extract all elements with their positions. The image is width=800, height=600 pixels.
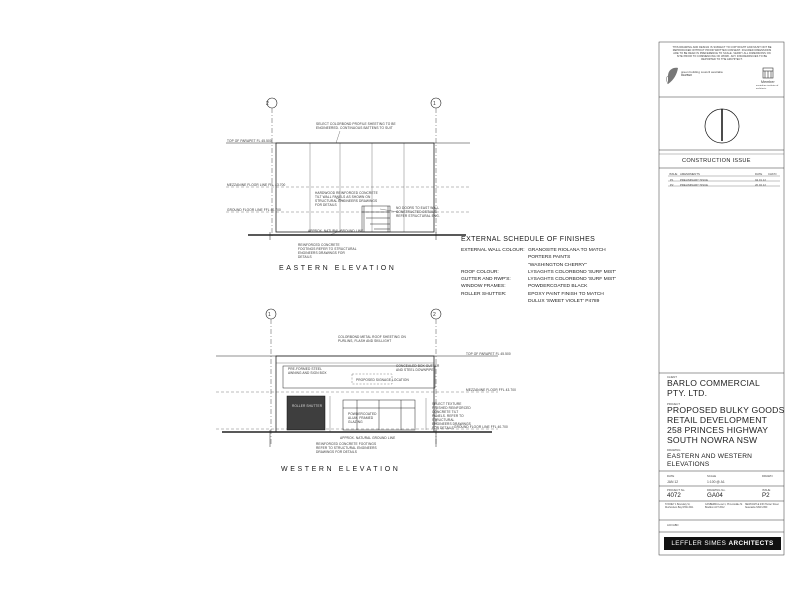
project-no: 4072 [667, 492, 681, 499]
drawing-label: DRAWING [667, 448, 681, 452]
schedule-value: PORTERS PAINTS [528, 255, 571, 261]
drawing-no-label: DRAWING No. [707, 488, 726, 492]
schedule-label: ROLLER SHUTTER: [461, 291, 507, 297]
east-level-mezzanine: MEZZANINE FLOOR LINE FFL 43.700 [227, 183, 286, 187]
eastern-elevation [226, 98, 470, 240]
schedule-label: WINDOW FRAMES: [461, 284, 506, 290]
firm-suffix: ARCHITECTS [728, 540, 774, 547]
copyright-note: THIS DRAWING AND DESIGN IS SUBJECT TO COPYRIGHT AND MUST NOT BE REPRODUCED WITHOUT PRIOR WRITTEN CONSENT. FIGURED DIMENSIONS ARE TO BE READ IN PREFERENCE TO SCALE. VERIFY ALL DIMENSIONS ON SITE PRIOR TO COMMENCING OF WORK. ANY DISCREPANCIES TO BE REPORTED TO THE ARCHITECT. [672, 46, 772, 61]
issue-col-amendments: AMENDMENTS [680, 172, 700, 176]
west-level-parapet: TOP OF PARAPET FL 45.500 [466, 352, 511, 356]
drawing-line-1: EASTERN AND WESTERN [667, 453, 753, 460]
issue-row-2-issue: P2 [670, 182, 674, 187]
project-line-4: SOUTH NOWRA NSW [667, 435, 758, 445]
grid-label-1-west: 1 [268, 312, 271, 318]
west-note-signage: PROPOSED SIGNAGE LOCATION [356, 378, 409, 382]
grid-label-2-east: 2 [266, 101, 269, 107]
schedule-values [528, 247, 616, 305]
schedule-value: LYSAGHTS COLORBOND 'SURF MIST' [528, 269, 617, 275]
west-level-mezzanine: MEZZANINE FLOOR FFL 43.700 [466, 388, 516, 392]
schedule-title: EXTERNAL SCHEDULE OF FINISHES [461, 236, 596, 243]
meta-drawn-label: DRAWN [762, 474, 773, 478]
east-note-ground: APPROX. NATURAL GROUND LINE [308, 229, 364, 233]
issue-row-2-date: 20.02.12 [755, 182, 766, 187]
east-note-footings: REINFORCED CONCRETE FOOTINGS REFER TO STRUCTURAL ENGINEERS DRAWINGS FOR DETAILS [298, 243, 357, 259]
project-no-label: PROJECT No. [667, 488, 686, 492]
west-note-roof: COLORBOND METAL ROOF SHEETING ON PURLINS, FLASH AND SKILLIGHT [338, 335, 406, 343]
project-label: PROJECT [667, 402, 681, 406]
client-line-1: BARLO COMMERCIAL [667, 378, 760, 388]
western-elevation-title: WESTERN ELEVATION [281, 466, 401, 473]
issue-col-issue: ISSUE [669, 172, 678, 176]
firm-name: LEFFLER SIMES [671, 540, 727, 547]
office-newcastle: NEWCASTLE 2/33 Hunter Street Newcastle NSW 2300 [745, 504, 779, 509]
schedule-value: "WASHINGTON CHERRY" [528, 262, 587, 268]
meta-date-label: DATE [667, 474, 675, 478]
west-note-awning: PRE-FORMED STEEL AWNING AND SIGN BOX [288, 367, 327, 375]
issue-row-1-amendment: PRELIMINARY ISSUE [680, 177, 709, 182]
east-note-sheeting: SELECT COLORBOND PROFILE SHEETING TO BE ENGINEERED. CONTINUOUS BATTENS TO SUIT [316, 122, 396, 130]
schedule-labels [461, 247, 525, 298]
project-line-1: PROPOSED BULKY GOODS [667, 405, 785, 415]
issue-row-1-date: 04.01.12 [755, 177, 766, 182]
aia-member-label: Member [761, 80, 775, 84]
meta-date-value: JAN 12 [667, 480, 679, 484]
west-note-shutter: ROLLER SHUTTER [292, 404, 323, 408]
project-line-3: 258 PRINCES HIGHWAY [667, 425, 769, 435]
issue-row-1-issue: P1 [670, 177, 674, 182]
east-note-panels: HARDWOOD REINFORCED CONCRETE TILT WALL PANELS AS SHOWN ON STRUCTURAL ENGINEERS DRAWINGS FOR DETAILS [315, 191, 378, 207]
abn-line: ACN ABN [667, 524, 679, 527]
meta-scale-label: SCALE [707, 474, 717, 478]
client-line-2: PTY. LTD. [667, 388, 708, 398]
schedule-label: ROOF COLOUR: [461, 269, 499, 275]
roller-shutter [287, 396, 325, 430]
schedule-label [461, 262, 525, 269]
schedule-label: GUTTER AND RWP'S: [461, 277, 511, 283]
schedule-value: POWDERCOATED BLACK [528, 284, 588, 290]
issue-col-date: DATE [755, 172, 763, 176]
west-note-panels: SELECT TEXTURE FINISHED REINFORCED CONCRETE TILT PANELS. REFER TO STRUCTURAL ENGINEERS DRAWINGS FOR DETAILS [432, 402, 471, 430]
schedule-value: GRANOSITE RIOLANA TO MATCH [528, 248, 606, 253]
gbca-logo [667, 68, 679, 84]
schedule-value: DULUX 'SWEET VIOLET' P4789 [528, 299, 600, 305]
client-label: CLIENT [667, 375, 677, 379]
schedule-value: LYSAGHTS COLORBOND 'SURF MIST' [528, 277, 617, 283]
west-note-footings: REINFORCED CONCRETE FOOTINGS REFER TO STRUCTURAL ENGINEERS DRAWINGS FOR DETAILS [316, 442, 377, 454]
west-note-gutter: CONCEALED BOX GUTTER AND STEEL DOWNPIPE [396, 364, 440, 372]
east-note-doors: NO DOORS TO EAST WALL CONSTRUCTED DETAILS. REFER STRUCTURAL ENG. [396, 206, 440, 218]
eastern-elevation-title: EASTERN ELEVATION [279, 265, 397, 272]
project-line-2: RETAIL DEVELOPMENT [667, 415, 768, 425]
issue-col-chkd: CHK'D [768, 172, 777, 176]
gbca-sub: MEMBER [681, 74, 693, 77]
issue-no: P2 [762, 492, 770, 499]
gbca-name: green building council australia [681, 70, 723, 74]
west-note-ground: APPROX. NATURAL GROUND LINE [340, 436, 396, 440]
title-block-frame [659, 42, 784, 555]
firm-logo-bar [664, 537, 781, 550]
west-level-ground: GROUND FLOOR LINE FFL 40.700 [454, 425, 508, 429]
schedule-label: EXTERNAL WALL COLOUR: [461, 248, 525, 253]
drawing-line-2: ELEVATIONS [667, 461, 710, 468]
east-level-parapet: TOP OF PARAPET FL 45.500 [227, 139, 272, 143]
west-note-glazing: POWDERCOATED ALUM. FRAMED GLAZING [348, 412, 377, 424]
grid-label-2-west: 2 [433, 312, 436, 318]
issue-no-label: ISSUE [762, 488, 771, 492]
schedule-label [461, 254, 525, 261]
office-sydney: SYDNEY 1 Boundary St, Rushcutters Bay NSW 2011 [665, 504, 694, 509]
east-wall-outline [276, 143, 434, 232]
schedule-value: EPOXY PAINT FINISH TO MATCH [528, 291, 604, 297]
east-level-ground: GROUND FLOOR LINE FFL 40.700 [227, 208, 281, 212]
issue-title: CONSTRUCTION ISSUE [682, 158, 751, 164]
issue-row-2-amendment: PRELIMINARY ISSUE [680, 182, 709, 187]
meta-scale-value: 1:100 @ A1 [707, 480, 725, 484]
aia-member-sub: australian institute of architects [756, 85, 779, 90]
aia-logo [763, 68, 773, 78]
grid-label-1-east: 1 [433, 101, 436, 107]
office-canberra: CANBERRA Level 1, 35 Lonsdale St Braddon ACT 2612 [705, 504, 743, 509]
drawing-no: GA04 [707, 492, 723, 499]
